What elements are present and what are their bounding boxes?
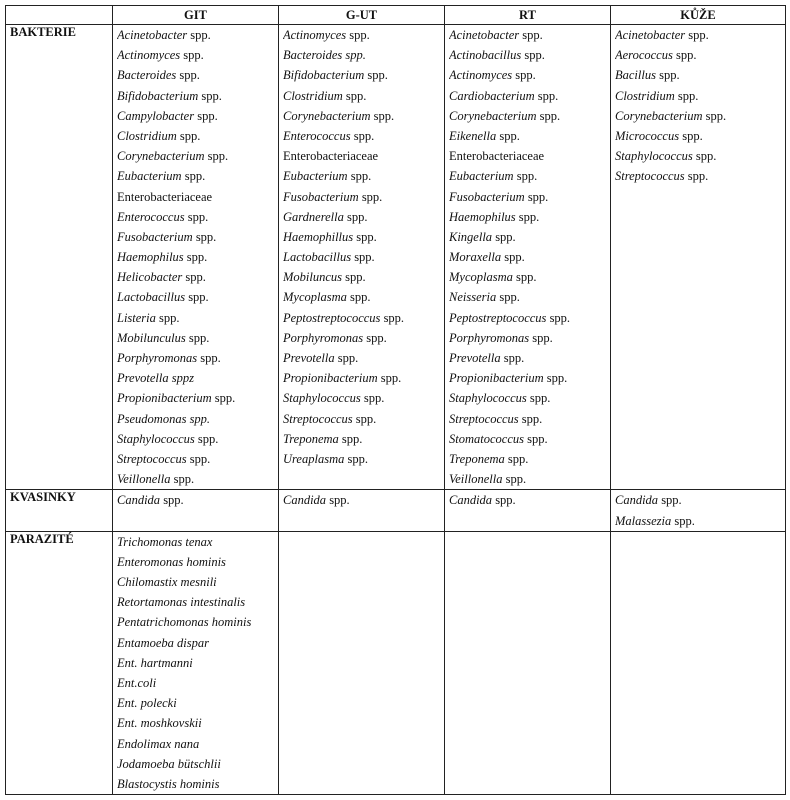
organism-name: Actinomyces (117, 48, 181, 63)
organism-item (117, 368, 274, 388)
organism-suffix: spp. (342, 88, 367, 103)
organism-name: Listeria (117, 310, 156, 325)
organism-suffix: spp. (702, 108, 727, 123)
organism-suffix: spp. (685, 28, 709, 42)
organism-suffix: spp. (512, 270, 537, 285)
organism-name: Neisseria (449, 290, 497, 305)
organism-suffix: spp. (674, 88, 699, 103)
cell-git (113, 25, 279, 490)
cell-g-ut (279, 25, 445, 490)
organism-item (615, 45, 781, 65)
organism-item (449, 25, 606, 45)
organism-name: Prevotella (283, 351, 335, 365)
organism-item (117, 126, 274, 146)
organism-item (283, 429, 440, 449)
organism-item (615, 86, 781, 106)
organism-suffix: spp. (512, 68, 536, 83)
organism-name: Actinobacillus (449, 48, 522, 63)
organism-item (283, 207, 440, 227)
organism-name: Candida (117, 493, 161, 508)
organism-item (449, 106, 606, 126)
organism-suffix: spp. (160, 493, 184, 508)
organism-name: Ent. moshkovskii (117, 716, 202, 731)
organism-suffix: spp. (194, 108, 218, 123)
organism-suffix: spp. (204, 149, 229, 164)
organism-item (449, 308, 606, 328)
organism-suffix: spp. (187, 28, 211, 42)
organism-item (283, 25, 440, 45)
organism-name: Aerococcus (615, 48, 673, 63)
organism-suffix: spp. (326, 493, 350, 508)
organism-name: Fusobacterium (449, 189, 525, 204)
organism-name: Candida (449, 493, 493, 508)
organism-item (449, 45, 606, 65)
organism-item (117, 65, 274, 85)
organism-suffix: spp. (529, 330, 553, 345)
organism-name: Actinomyces (283, 28, 347, 42)
organism-item (117, 774, 274, 794)
organism-name: Pentatrichomonas hominis (117, 615, 252, 630)
organism-suffix: Enterobacteriaceae (283, 149, 379, 164)
organism-item (449, 429, 606, 449)
organism-name: Retortamonas intestinalis (117, 595, 246, 610)
organism-name: Porphyromonas (117, 351, 198, 365)
cell-rt (445, 531, 611, 794)
organism-suffix: spp. (519, 28, 543, 42)
organism-name: Chilomastix mesnili (117, 575, 217, 590)
cell-rt (445, 25, 611, 490)
organism-item (449, 348, 606, 368)
organism-name: Clostridium (117, 128, 177, 143)
organism-suffix: spp. (672, 48, 697, 63)
organism-name: Acinetobacter (449, 28, 520, 42)
cell-kuze (611, 531, 786, 794)
organism-suffix: spp. (496, 128, 520, 143)
organism-item (117, 633, 274, 653)
organism-item (449, 86, 606, 106)
organism-suffix: spp. (198, 88, 222, 103)
organism-item (449, 247, 606, 267)
organism-item (283, 287, 440, 307)
organism-item (449, 368, 606, 388)
organism-name: Staphylococcus (117, 431, 195, 446)
organism-name: Ent. hartmanni (117, 655, 193, 670)
organism-suffix: spp. (192, 229, 217, 244)
organism-item (117, 348, 274, 368)
organism-name: Porphyromonas (449, 330, 530, 345)
organism-item (117, 532, 274, 552)
organism-name: Ureaplasma (283, 451, 345, 466)
organism-item (615, 126, 781, 146)
organism-suffix: spp. (360, 391, 385, 406)
organism-name: Streptococcus (283, 411, 353, 426)
organism-suffix: spp. (353, 229, 377, 244)
organism-item (283, 106, 440, 126)
organism-item (615, 106, 781, 126)
organism-suffix: spp. (370, 108, 395, 123)
organism-item (283, 166, 440, 186)
organism-item (449, 166, 606, 186)
organism-suffix: Enterobacteriaceae (117, 189, 213, 204)
organism-name: Clostridium (615, 88, 675, 103)
organism-item (283, 328, 440, 348)
organism-suffix: spp. (185, 290, 209, 305)
organism-suffix: spp. (344, 451, 368, 466)
organism-item (117, 409, 274, 429)
organism-item (117, 469, 274, 489)
organism-suffix: spp. (502, 472, 527, 487)
organism-item (449, 187, 606, 207)
organism-item (283, 227, 440, 247)
organism-suffix: spp. (524, 189, 549, 204)
organism-name: Eubacterium (449, 169, 514, 184)
organism-suffix: spp. (352, 411, 377, 426)
organism-suffix: spp. (334, 351, 359, 365)
organism-name: Haemophilus (117, 250, 184, 265)
organism-name: Blastocystis hominis (117, 776, 220, 791)
organism-suffix: spp. (518, 411, 543, 426)
organism-suffix: spp. (182, 270, 206, 285)
organism-name: Eubacterium (117, 169, 182, 184)
organism-name: Fusobacterium (117, 229, 193, 244)
organism-name: Candida (615, 493, 659, 508)
organism-name: Propionibacterium (283, 371, 378, 386)
organism-suffix: spp. (351, 250, 375, 265)
organism-name: Porphyromonas (283, 330, 364, 345)
organism-name: Streptococcus (449, 411, 519, 426)
organism-name: Moraxella (449, 250, 502, 265)
organism-suffix: spp. (526, 391, 551, 406)
organism-suffix: spp. (523, 431, 548, 446)
organism-suffix: spp. (176, 128, 201, 143)
organism-item (117, 166, 274, 186)
organism-name: Streptococcus (615, 169, 685, 184)
organism-name: Staphylococcus (615, 149, 693, 164)
organism-name: Mobiluncus (283, 270, 343, 285)
microflora-table (5, 5, 786, 795)
organism-name: Prevotella (449, 351, 501, 365)
organism-item (283, 348, 440, 368)
organism-suffix: spp. (546, 310, 571, 325)
organism-item (117, 429, 274, 449)
organism-item (117, 146, 274, 166)
organism-suffix: spp. (363, 330, 387, 345)
organism-item (283, 449, 440, 469)
organism-item (117, 449, 274, 469)
organism-suffix: spp. (346, 28, 370, 42)
organism-suffix: spp. (347, 169, 372, 184)
organism-item (117, 713, 274, 733)
organism-suffix: spp. (501, 250, 525, 265)
organism-name: Bifidobacterium (117, 88, 199, 103)
organism-name: Actinomyces (449, 68, 513, 83)
organism-name: Treponema (283, 431, 339, 446)
organism-item (283, 65, 440, 85)
organism-suffix: spp. (350, 128, 375, 143)
organism-name: Peptostreptococcus (283, 310, 381, 325)
organism-name: Propionibacterium (117, 391, 212, 406)
organism-item (449, 469, 606, 489)
organism-suffix: spp. (536, 108, 561, 123)
organism-item (449, 409, 606, 429)
organism-name: Malassezia (615, 513, 672, 528)
organism-name: Campylobacter (117, 108, 195, 123)
organism-item (117, 673, 274, 693)
organism-name: Bacteroides spp. (283, 48, 366, 63)
organism-item (117, 106, 274, 126)
organism-item (449, 146, 606, 166)
organism-suffix: Enterobacteriaceae (449, 149, 545, 164)
organism-name: Clostridium (283, 88, 343, 103)
organism-name: Bifidobacterium (283, 68, 365, 83)
organism-name: Eubacterium (283, 169, 348, 184)
organism-item (615, 490, 781, 510)
organism-name: Enteromonas hominis (117, 554, 226, 569)
organism-item (117, 25, 274, 45)
organism-suffix: spp. (176, 68, 200, 83)
cell-git (113, 490, 279, 531)
organism-name: Corynebacterium (449, 108, 537, 123)
organism-name: Lactobacillus (117, 290, 186, 305)
organism-name: Pseudomonas spp. (117, 411, 211, 426)
organism-name: Corynebacterium (283, 108, 371, 123)
organism-name: Haemophilus (449, 209, 516, 224)
organism-suffix: spp. (194, 431, 219, 446)
organism-suffix: spp. (500, 351, 525, 365)
organism-item (615, 166, 781, 186)
organism-item (283, 267, 440, 287)
organism-suffix: spp. (492, 493, 516, 508)
organism-item (117, 328, 274, 348)
organism-name: Haemophillus (283, 229, 354, 244)
organism-name: Fusobacterium (283, 189, 359, 204)
cell-g-ut (279, 490, 445, 531)
organism-item (283, 45, 440, 65)
organism-name: Treponema (449, 451, 505, 466)
organism-item (449, 267, 606, 287)
organism-item (117, 734, 274, 754)
organism-name: Jodamoeba bütschlii (117, 756, 221, 771)
organism-name: Kingella (449, 229, 493, 244)
organism-item (283, 388, 440, 408)
organism-suffix: spp. (521, 48, 545, 63)
organism-suffix: spp. (342, 270, 366, 285)
organism-suffix: spp. (197, 351, 221, 365)
organism-suffix: spp. (684, 169, 709, 184)
organism-name: Acinetobacter (615, 28, 686, 42)
header-row (6, 6, 786, 25)
organism-item (449, 490, 606, 510)
organism-item (117, 693, 274, 713)
organism-item (117, 187, 274, 207)
row-category: BAKTERIE (6, 25, 113, 490)
table-row (6, 531, 786, 794)
organism-item (283, 368, 440, 388)
organism-suffix: spp. (358, 189, 383, 204)
organism-name: Bacillus (615, 68, 656, 83)
organism-item (449, 328, 606, 348)
organism-suffix: spp. (679, 128, 703, 143)
organism-item (117, 388, 274, 408)
organism-name: Prevotella sppz (117, 371, 194, 386)
organism-item (117, 86, 274, 106)
organism-item (117, 592, 274, 612)
organism-name: Streptococcus (117, 451, 187, 466)
row-category: PARAZITÉ (6, 531, 113, 794)
organism-item (283, 146, 440, 166)
organism-item (283, 409, 440, 429)
organism-name: Micrococcus (615, 128, 680, 143)
organism-name: Cardiobacterium (449, 88, 535, 103)
cell-rt (445, 490, 611, 531)
organism-item (615, 65, 781, 85)
organism-item (117, 308, 274, 328)
organism-item (449, 388, 606, 408)
organism-item (283, 308, 440, 328)
organism-suffix: spp. (183, 250, 208, 265)
organism-name: Mycoplasma (449, 270, 513, 285)
organism-name: Stomatococcus (449, 431, 524, 446)
organism-name: Enterococcus (283, 128, 351, 143)
organism-suffix: spp. (496, 290, 520, 305)
organism-item (117, 207, 274, 227)
organism-suffix: spp. (211, 391, 236, 406)
organism-suffix: spp. (364, 68, 388, 83)
organism-item (449, 126, 606, 146)
organism-suffix: spp. (380, 310, 405, 325)
organism-item (117, 612, 274, 632)
organism-item (117, 267, 274, 287)
organism-item (615, 25, 781, 45)
organism-item (283, 247, 440, 267)
organism-suffix: spp. (492, 229, 516, 244)
organism-suffix: spp. (377, 371, 402, 386)
header-g-ut: G-UT (279, 6, 445, 25)
organism-item (117, 247, 274, 267)
header-kuze: KŮŽE (611, 6, 786, 25)
organism-suffix: spp. (338, 431, 363, 446)
organism-suffix: spp. (504, 451, 529, 466)
cell-g-ut (279, 531, 445, 794)
organism-item (117, 45, 274, 65)
organism-name: Corynebacterium (117, 149, 205, 164)
organism-suffix: spp. (155, 310, 180, 325)
organism-item (449, 449, 606, 469)
organism-name: Gardnerella (283, 209, 344, 224)
organism-item (117, 287, 274, 307)
organism-name: Peptostreptococcus (449, 310, 547, 325)
cell-kuze (611, 25, 786, 490)
organism-item (117, 227, 274, 247)
organism-suffix: spp. (534, 88, 559, 103)
header-rt: RT (445, 6, 611, 25)
organism-item (117, 552, 274, 572)
organism-name: Veillonella (117, 472, 171, 487)
organism-item (117, 490, 274, 510)
organism-item (117, 653, 274, 673)
organism-suffix: spp. (185, 330, 210, 345)
organism-suffix: spp. (170, 472, 195, 487)
organism-name: Ent.coli (117, 676, 157, 690)
organism-item (449, 207, 606, 227)
organism-name: Endolimax nana (117, 736, 200, 751)
organism-suffix: spp. (543, 371, 568, 386)
organism-name: Ent. polecki (117, 696, 177, 711)
organism-name: Staphylococcus (449, 391, 527, 406)
organism-item (283, 187, 440, 207)
organism-suffix: spp. (181, 169, 206, 184)
organism-suffix: spp. (346, 290, 371, 305)
organism-item (117, 754, 274, 774)
organism-item (615, 511, 781, 531)
organism-item (283, 490, 440, 510)
organism-name: Acinetobacter (117, 28, 188, 42)
organism-suffix: spp. (655, 68, 680, 83)
row-category: KVASINKY (6, 490, 113, 531)
organism-item (615, 146, 781, 166)
cell-git (113, 531, 279, 794)
organism-name: Mobilunculus (117, 330, 186, 345)
organism-item (449, 287, 606, 307)
organism-name: Bacteroides (117, 68, 177, 83)
organism-name: Corynebacterium (615, 108, 703, 123)
organism-name: Propionibacterium (449, 371, 544, 386)
organism-suffix: spp. (184, 209, 209, 224)
organism-name: Candida (283, 493, 327, 508)
organism-item (117, 572, 274, 592)
organism-name: Trichomonas tenax (117, 534, 213, 549)
organism-name: Enterococcus (117, 209, 185, 224)
organism-item (283, 86, 440, 106)
organism-name: Entamoeba dispar (117, 635, 210, 650)
organism-suffix: spp. (343, 209, 368, 224)
header-corner (6, 6, 113, 25)
organism-name: Helicobacter (117, 270, 183, 285)
organism-name: Eikenella (449, 128, 497, 143)
organism-name: Staphylococcus (283, 391, 361, 406)
organism-item (449, 227, 606, 247)
organism-suffix: spp. (658, 493, 682, 508)
organism-name: Lactobacillus (283, 250, 352, 265)
organism-suffix: spp. (186, 451, 211, 466)
cell-kuze (611, 490, 786, 531)
table-row (6, 490, 786, 531)
organism-item (283, 126, 440, 146)
table-row (6, 25, 786, 490)
organism-item (449, 65, 606, 85)
organism-name: Mycoplasma (283, 290, 347, 305)
header-git: GIT (113, 6, 279, 25)
organism-suffix: spp. (180, 48, 204, 63)
organism-suffix: spp. (515, 209, 540, 224)
organism-suffix: spp. (671, 513, 695, 528)
organism-suffix: spp. (692, 149, 717, 164)
organism-name: Veillonella (449, 472, 503, 487)
organism-suffix: spp. (513, 169, 538, 184)
